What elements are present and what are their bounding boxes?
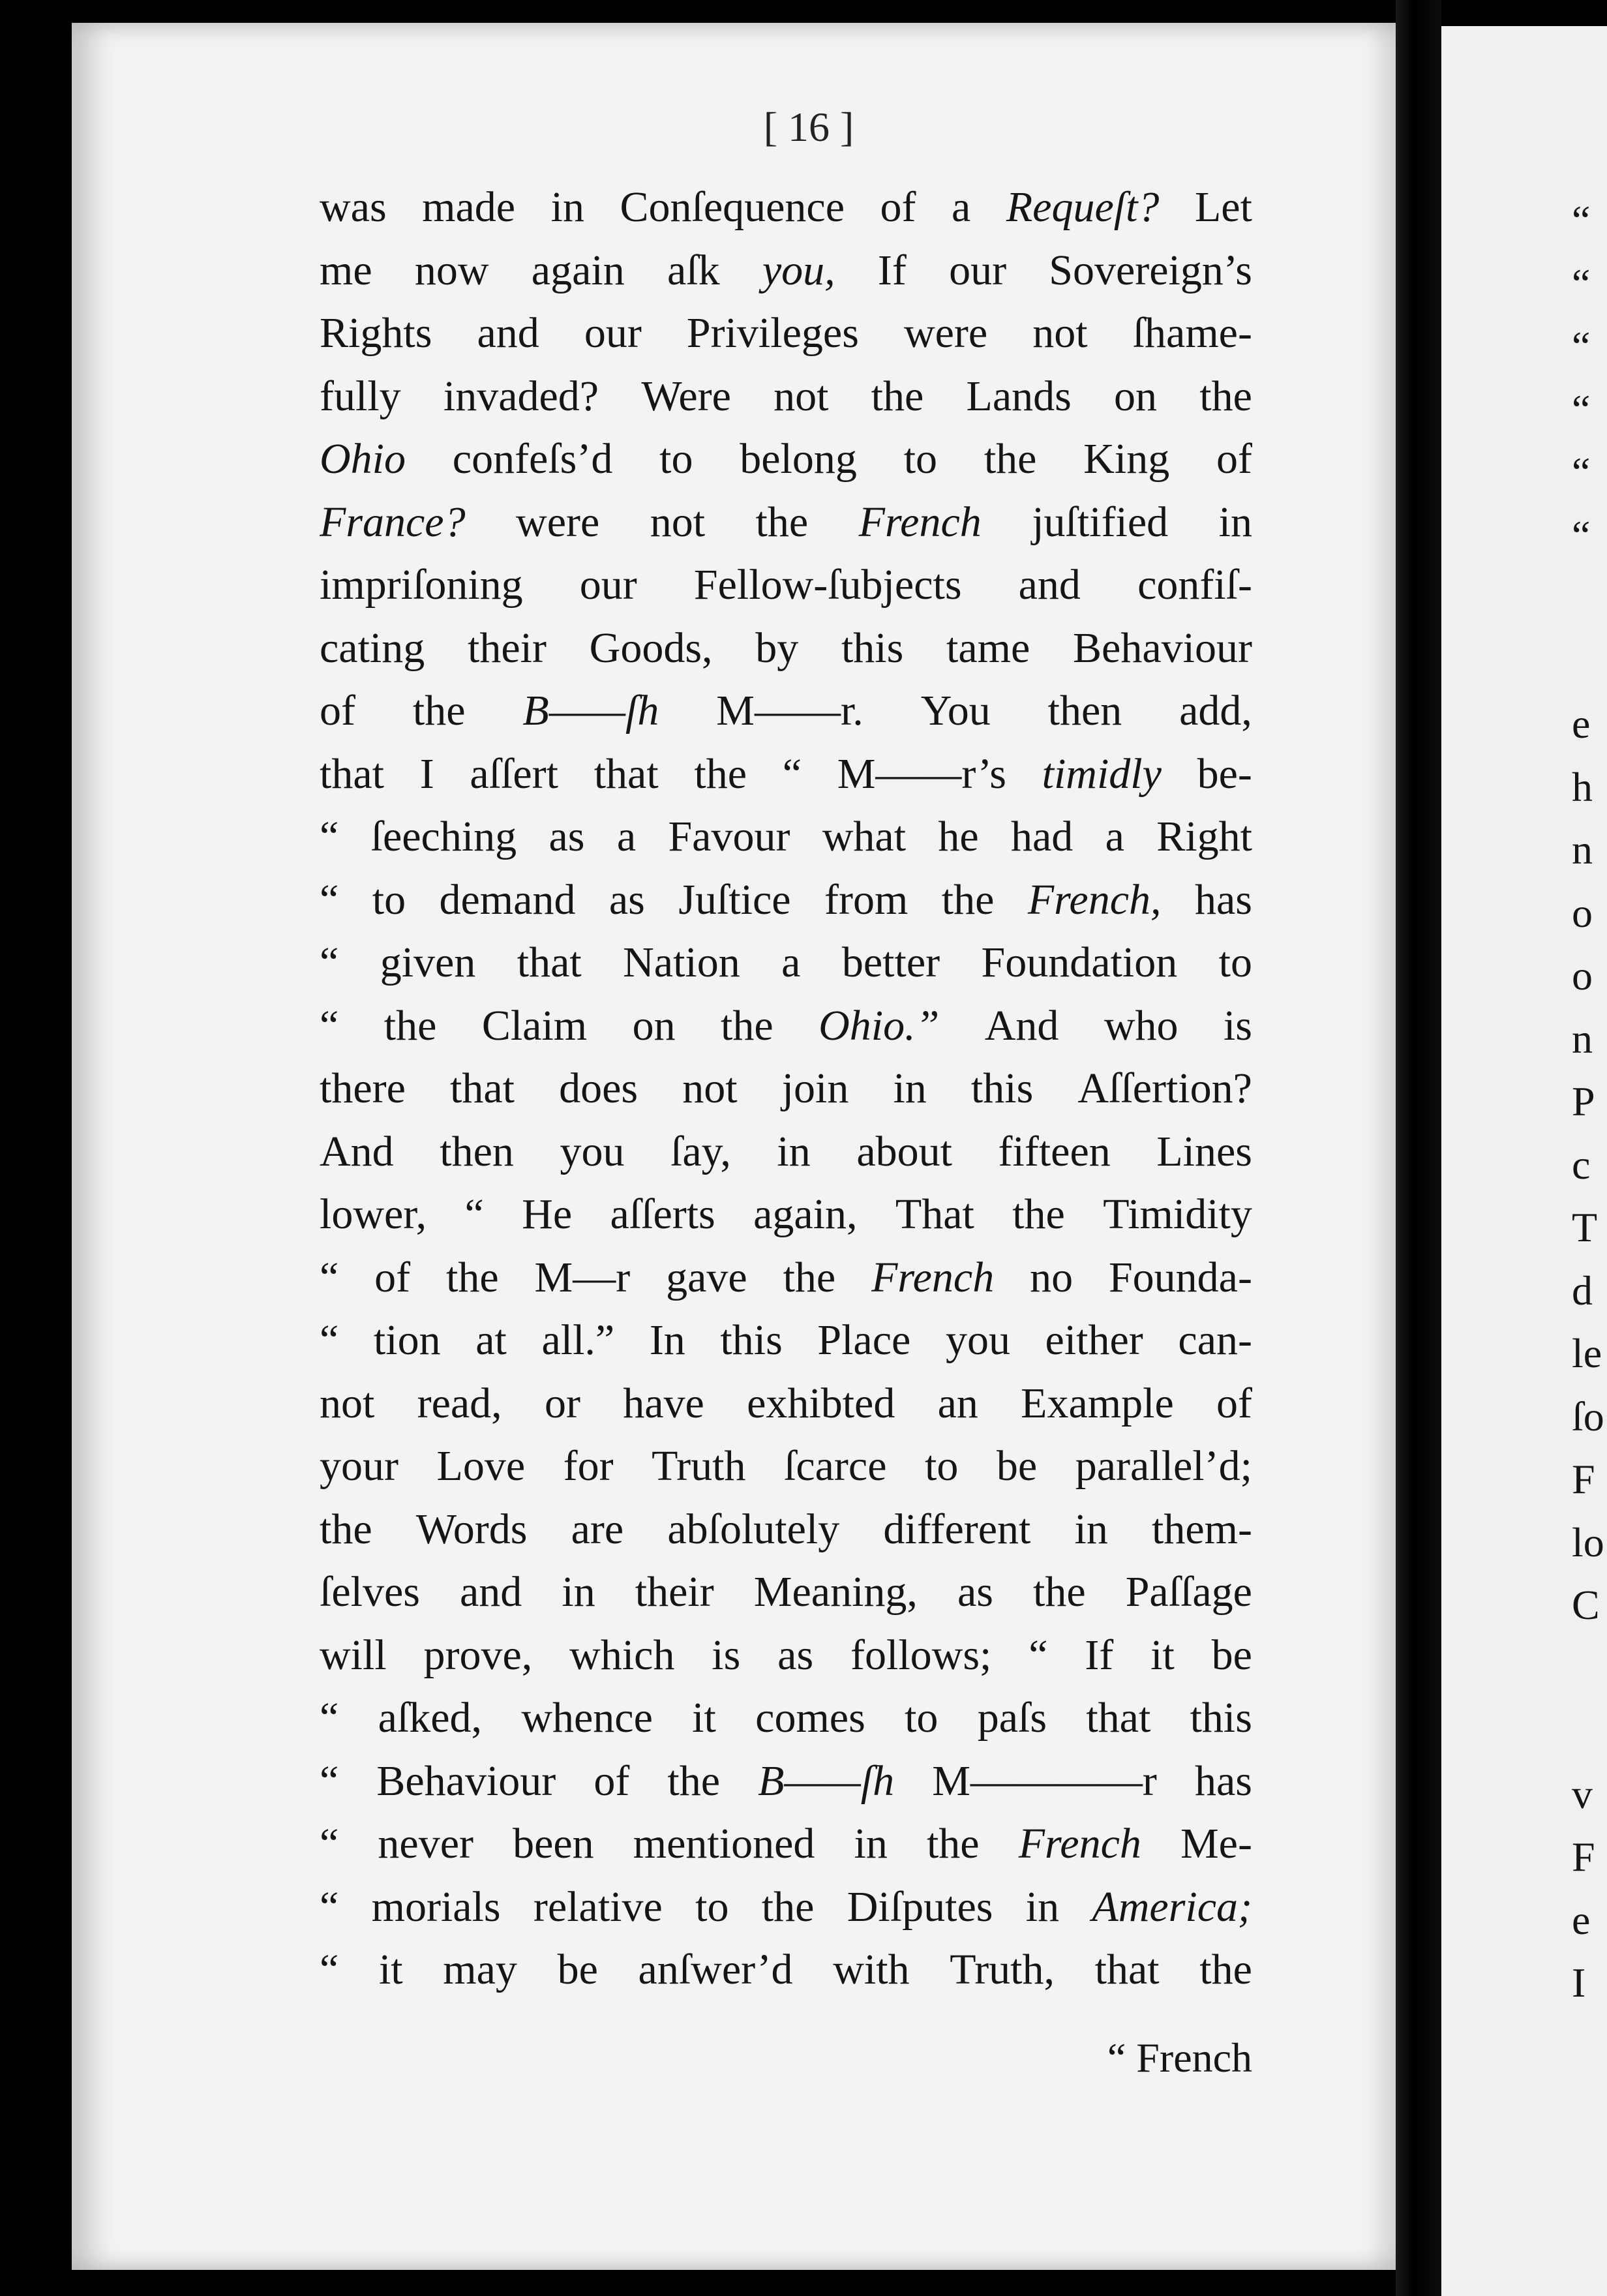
text-word: a — [952, 183, 971, 231]
text-word: better — [841, 939, 940, 986]
text-word: our — [584, 309, 642, 357]
text-word: the — [926, 1820, 980, 1867]
right-page-fragment: “ — [1572, 511, 1591, 558]
text-word: belong — [740, 435, 857, 483]
text-word: “ — [320, 1820, 339, 1867]
text-word: not — [1032, 309, 1088, 357]
text-word: be- — [1197, 749, 1252, 798]
text-word: “ — [320, 1253, 339, 1301]
text-line — [320, 239, 1252, 303]
text-word: prove, — [423, 1631, 533, 1679]
text-word: an — [937, 1379, 978, 1427]
text-word: it — [378, 1946, 403, 1993]
text-word: Example — [1021, 1379, 1174, 1427]
text-word: the — [1199, 372, 1252, 420]
text-word: aſk — [667, 246, 720, 294]
text-word: Meaning, — [753, 1568, 918, 1616]
text-line — [320, 302, 1252, 365]
text-word: Sovereign’s — [1049, 246, 1252, 294]
text-word: Paſſage — [1125, 1568, 1252, 1616]
right-page-fragment: F — [1572, 1456, 1595, 1502]
text-word: Behaviour — [376, 1757, 556, 1805]
text-word: was — [320, 183, 387, 231]
right-page-fragment: n — [1572, 1015, 1593, 1062]
text-word: about — [856, 1127, 952, 1175]
text-word: never — [378, 1820, 473, 1867]
text-word: fully — [320, 372, 401, 420]
text-word: them- — [1152, 1505, 1252, 1553]
text-word: the — [667, 1757, 721, 1805]
text-word: our — [579, 561, 637, 609]
text-word: “ — [320, 1946, 339, 1993]
text-word: aſked, — [378, 1694, 483, 1742]
text-word: French — [871, 1253, 995, 1301]
text-word: “ — [320, 939, 339, 986]
text-word: it — [1150, 1631, 1175, 1679]
right-page-fragment: lo — [1572, 1518, 1604, 1565]
right-page-fragment: d — [1572, 1267, 1593, 1314]
text-word: the — [320, 1505, 372, 1553]
text-word: that — [450, 1065, 515, 1112]
text-line — [320, 743, 1252, 806]
text-word: Were — [641, 372, 731, 420]
right-page-fragment: v — [1572, 1770, 1593, 1817]
text-word: of — [880, 183, 916, 231]
text-word: comes — [755, 1694, 865, 1742]
text-word: tion — [373, 1316, 441, 1364]
text-word: B——ſh — [522, 687, 659, 734]
text-line — [320, 1246, 1252, 1310]
text-word: Conſequence — [620, 183, 845, 231]
text-word: is — [712, 1631, 741, 1679]
text-word: M————r — [932, 1757, 1157, 1805]
text-word: Foundation — [981, 939, 1178, 986]
text-word: Truth, — [950, 1946, 1055, 1993]
text-line — [320, 1939, 1252, 2002]
text-word: the — [755, 498, 809, 546]
text-word: whence — [521, 1694, 653, 1742]
text-word: of — [593, 1757, 630, 1805]
right-page-fragment: le — [1572, 1330, 1602, 1376]
text-word: to — [905, 1694, 939, 1742]
text-word: in — [777, 1127, 811, 1175]
text-word: the — [1012, 1190, 1065, 1238]
text-line — [320, 1750, 1252, 1813]
right-page-fragment: “ — [1572, 385, 1591, 432]
text-word: as — [548, 813, 585, 860]
right-page-fragment: h — [1572, 763, 1593, 810]
text-word: can- — [1178, 1316, 1252, 1364]
text-word: to — [659, 435, 693, 483]
text-word: be — [996, 1442, 1038, 1490]
text-word: in — [562, 1568, 595, 1616]
right-page-fragment: o — [1572, 952, 1593, 999]
text-word: were — [516, 498, 600, 546]
text-word: be — [1211, 1631, 1252, 1679]
right-page-fragment: “ — [1572, 323, 1591, 369]
text-word: no — [1030, 1253, 1074, 1301]
text-word: Behaviour — [1073, 624, 1252, 672]
text-word: “ — [782, 749, 802, 798]
right-page-fragment: P — [1572, 1078, 1595, 1125]
right-page-fragment: e — [1572, 701, 1591, 747]
text-word: Diſputes — [847, 1882, 993, 1931]
text-word: not — [320, 1379, 375, 1427]
text-word: join — [781, 1065, 849, 1112]
text-word: Founda- — [1108, 1253, 1252, 1301]
text-word: Love — [436, 1442, 526, 1490]
right-page-fragment: T — [1572, 1204, 1598, 1250]
text-word: this — [970, 1065, 1034, 1112]
text-word: America; — [1092, 1882, 1252, 1931]
text-line — [320, 931, 1252, 995]
text-word: B——ſh — [758, 1757, 895, 1805]
right-page-fragment: e — [1572, 1896, 1591, 1943]
text-word: Claim — [481, 1001, 588, 1050]
text-word: a — [1105, 813, 1124, 860]
catchword: “ French — [1107, 2034, 1252, 2081]
text-word: Place — [817, 1316, 911, 1364]
text-line — [320, 1372, 1252, 1436]
text-word: Truth — [652, 1442, 746, 1490]
text-word: which — [569, 1631, 675, 1679]
page-number: [ 16 ] — [763, 104, 854, 150]
text-word: King — [1083, 435, 1170, 483]
text-word: a — [616, 813, 637, 860]
text-word: is — [1223, 1001, 1252, 1050]
text-word: been — [513, 1820, 594, 1867]
text-word: “ — [320, 1757, 339, 1805]
text-word: the — [941, 875, 995, 924]
text-word: Aſſertion? — [1077, 1065, 1252, 1112]
text-word: invaded? — [443, 372, 599, 420]
text-word: Rights — [320, 309, 432, 357]
text-word: and — [477, 309, 539, 357]
text-word: on — [1114, 372, 1158, 420]
text-word: this — [841, 624, 904, 672]
text-line — [320, 428, 1252, 491]
text-word: Ohio.” — [819, 1001, 940, 1050]
text-word: that — [1094, 1946, 1160, 1993]
text-word: Timidity — [1103, 1190, 1252, 1238]
text-line — [320, 1183, 1252, 1246]
text-word: as — [777, 1631, 814, 1679]
text-word: given — [380, 939, 476, 986]
text-line — [320, 1435, 1252, 1498]
text-word: to — [695, 1882, 729, 1931]
text-line — [320, 1876, 1252, 1939]
text-word: our — [949, 246, 1007, 294]
text-word: in — [1218, 498, 1252, 546]
text-line — [320, 365, 1252, 429]
text-word: a — [781, 939, 801, 986]
text-word: this — [720, 1316, 783, 1364]
text-line — [320, 1121, 1252, 1184]
text-word: Ohio — [320, 435, 406, 483]
text-word: “ — [1029, 1631, 1048, 1679]
text-word: timidly — [1042, 749, 1162, 798]
text-word: and — [1018, 561, 1081, 609]
text-word: the — [412, 687, 466, 734]
text-word: that — [1086, 1694, 1151, 1742]
text-line — [320, 554, 1252, 617]
text-word: to — [372, 875, 406, 924]
text-word: Lands — [966, 372, 1072, 420]
text-word: French, — [1027, 875, 1162, 924]
text-word: he — [938, 813, 979, 860]
text-word: Privileges — [686, 309, 859, 357]
right-page-fragment: o — [1572, 889, 1593, 936]
text-word: paſs — [977, 1694, 1047, 1742]
right-page-fragment — [1572, 1637, 1607, 1700]
text-word: you, — [762, 246, 835, 294]
text-word: “ — [320, 1882, 339, 1931]
text-word: In — [649, 1316, 685, 1364]
text-word: again, — [753, 1190, 858, 1238]
right-page-text-fragments — [1572, 189, 1607, 2015]
text-word: abſolutely — [667, 1505, 840, 1553]
text-word: have — [623, 1379, 704, 1427]
text-line — [320, 680, 1252, 743]
right-page-fragment: “ — [1572, 197, 1591, 243]
right-page-fragment: c — [1572, 1141, 1591, 1188]
text-word: there — [320, 1065, 406, 1112]
text-word: And — [320, 1127, 394, 1175]
text-line — [320, 1813, 1252, 1876]
text-word: M——r’s — [837, 749, 1006, 798]
text-word: to — [925, 1442, 959, 1490]
text-line — [320, 806, 1252, 869]
text-word: on — [632, 1001, 676, 1050]
text-word: add, — [1179, 687, 1252, 734]
text-word: the — [694, 749, 747, 798]
text-word: now — [414, 246, 489, 294]
text-word: for — [563, 1442, 614, 1490]
text-word: mentioned — [633, 1820, 815, 1867]
text-word: If — [877, 246, 907, 294]
text-word: the — [871, 372, 924, 420]
text-word: M——r. — [716, 687, 864, 734]
text-word: That — [895, 1190, 974, 1238]
text-word: and — [460, 1568, 522, 1616]
text-word: Favour — [668, 813, 790, 860]
text-word: the — [721, 1001, 773, 1050]
text-word: either — [1045, 1316, 1143, 1364]
text-word: you — [945, 1316, 1010, 1364]
text-word: Right — [1156, 813, 1252, 860]
text-word: “ — [320, 875, 339, 924]
text-word: all.” — [541, 1316, 615, 1364]
text-word: anſwer’d — [638, 1946, 793, 1993]
text-word: me — [320, 246, 372, 294]
text-word: If — [1085, 1631, 1114, 1679]
text-word: He — [522, 1190, 573, 1238]
text-word: Lines — [1156, 1127, 1252, 1175]
text-word: ſcarce — [784, 1442, 887, 1490]
text-word: their — [467, 624, 547, 672]
text-word: does — [559, 1065, 638, 1112]
text-word: that — [593, 749, 659, 798]
text-word: cating — [320, 624, 425, 672]
text-line — [320, 1498, 1252, 1562]
text-word: tame — [946, 624, 1030, 672]
text-word: confiſ- — [1137, 561, 1252, 609]
text-word: of — [320, 687, 355, 734]
text-word: be — [557, 1946, 598, 1993]
right-page-fragment: C — [1572, 1582, 1600, 1628]
text-word: made — [422, 183, 516, 231]
text-line — [320, 176, 1252, 239]
text-word: “ — [320, 1316, 339, 1364]
text-word: with — [833, 1946, 910, 1993]
text-word: this — [1190, 1694, 1252, 1742]
text-word: demand — [439, 875, 576, 924]
text-word: what — [822, 813, 907, 860]
text-word: not — [773, 372, 829, 420]
text-word: “ — [320, 1001, 339, 1050]
text-word: in — [1025, 1882, 1060, 1931]
text-word: You — [920, 687, 991, 734]
text-word: not — [650, 498, 706, 546]
text-word: will — [320, 1631, 387, 1679]
text-word: had — [1011, 813, 1074, 860]
text-line — [320, 1057, 1252, 1121]
text-word: in — [893, 1065, 927, 1112]
text-word: ſelves — [320, 1568, 420, 1616]
text-word: aſſerts — [610, 1190, 715, 1238]
text-word: the — [783, 1253, 836, 1301]
book-gutter — [1396, 0, 1441, 2296]
text-word: as — [957, 1568, 993, 1616]
text-word: of — [374, 1253, 411, 1301]
text-word: Me- — [1180, 1820, 1252, 1867]
text-word: ſhame- — [1132, 309, 1252, 357]
text-word: the — [761, 1882, 815, 1931]
text-word: Fellow-ſubjects — [693, 561, 962, 609]
text-word: from — [824, 875, 909, 924]
text-word: it — [692, 1694, 716, 1742]
text-line — [320, 869, 1252, 932]
text-word: morials — [371, 1882, 501, 1931]
text-word: your — [320, 1442, 398, 1490]
text-word: the — [446, 1253, 499, 1301]
text-word: Let — [1194, 183, 1252, 231]
text-word: are — [571, 1505, 624, 1553]
text-line — [320, 617, 1252, 680]
text-word: who — [1104, 1001, 1179, 1050]
text-word: Juſtice — [678, 875, 791, 924]
text-word: in — [1074, 1505, 1108, 1553]
text-word: then — [440, 1127, 514, 1175]
right-page-fragment: F — [1572, 1834, 1595, 1880]
text-word: then — [1047, 687, 1122, 734]
text-word: the — [383, 1001, 437, 1050]
text-word: different — [883, 1505, 1031, 1553]
text-word: has — [1194, 1757, 1252, 1805]
text-word: may — [443, 1946, 517, 1993]
text-word: parallel’d; — [1075, 1442, 1252, 1490]
text-word: were — [903, 309, 988, 357]
text-word: gave — [666, 1253, 747, 1301]
text-word: Words — [415, 1505, 528, 1553]
text-word: France? — [320, 498, 466, 546]
text-line — [320, 1561, 1252, 1624]
right-page-fragment — [1572, 1700, 1607, 1763]
text-word: of — [1216, 435, 1252, 483]
text-word: fifteen — [998, 1127, 1111, 1175]
text-word: I — [419, 749, 434, 798]
text-word: as — [608, 875, 645, 924]
right-page-fragment: “ — [1572, 260, 1591, 307]
text-line — [320, 1624, 1252, 1687]
text-word: by — [755, 624, 799, 672]
text-word: M—r — [534, 1253, 631, 1301]
page-body-text — [320, 176, 1252, 2002]
text-word: in — [854, 1820, 888, 1867]
text-word: or — [544, 1379, 580, 1427]
text-word: confeſs’d — [452, 435, 613, 483]
text-word: to — [1218, 939, 1252, 986]
text-word: And — [984, 1001, 1059, 1050]
text-word: to — [903, 435, 938, 483]
right-page-fragment: “ — [1572, 449, 1591, 495]
text-word: again — [531, 246, 625, 294]
text-word: Goods, — [589, 624, 713, 672]
right-page-fragment: ſo — [1572, 1393, 1604, 1440]
text-word: that — [320, 749, 384, 798]
text-word: in — [550, 183, 584, 231]
right-page-fragment: I — [1572, 1959, 1586, 2006]
text-line — [320, 1687, 1252, 1750]
text-word: at — [475, 1316, 507, 1364]
text-word: “ — [464, 1190, 484, 1238]
text-word: lower, — [320, 1190, 427, 1238]
text-word: ſay, — [670, 1127, 731, 1175]
right-page-fragment — [1572, 567, 1607, 630]
right-page-fragment — [1572, 630, 1607, 693]
text-word: exhibted — [747, 1379, 895, 1427]
text-word: the — [1033, 1568, 1086, 1616]
text-word: has — [1194, 875, 1252, 924]
text-word: that — [517, 939, 582, 986]
text-word: not — [682, 1065, 738, 1112]
text-word: ſeeching — [370, 813, 517, 860]
text-word: the — [1199, 1946, 1252, 1993]
text-line — [320, 491, 1252, 554]
text-word: French — [1018, 1820, 1141, 1867]
text-line — [320, 1309, 1252, 1372]
text-word: aſſert — [470, 749, 558, 798]
text-word: juſtified — [1032, 498, 1169, 546]
text-word: the — [984, 435, 1037, 483]
text-word: relative — [533, 1882, 663, 1931]
right-page-fragment: n — [1572, 826, 1593, 873]
text-line — [320, 995, 1252, 1058]
text-word: of — [1216, 1379, 1252, 1427]
text-word: impriſoning — [320, 561, 523, 609]
text-word: follows; — [850, 1631, 992, 1679]
text-word: you — [560, 1127, 625, 1175]
text-word: read, — [417, 1379, 502, 1427]
text-word: their — [635, 1568, 714, 1616]
text-word: “ — [320, 1694, 339, 1742]
text-word: “ — [320, 813, 339, 860]
text-word: Requeſt? — [1006, 183, 1160, 231]
text-word: French — [858, 498, 982, 546]
text-word: Nation — [623, 939, 740, 986]
